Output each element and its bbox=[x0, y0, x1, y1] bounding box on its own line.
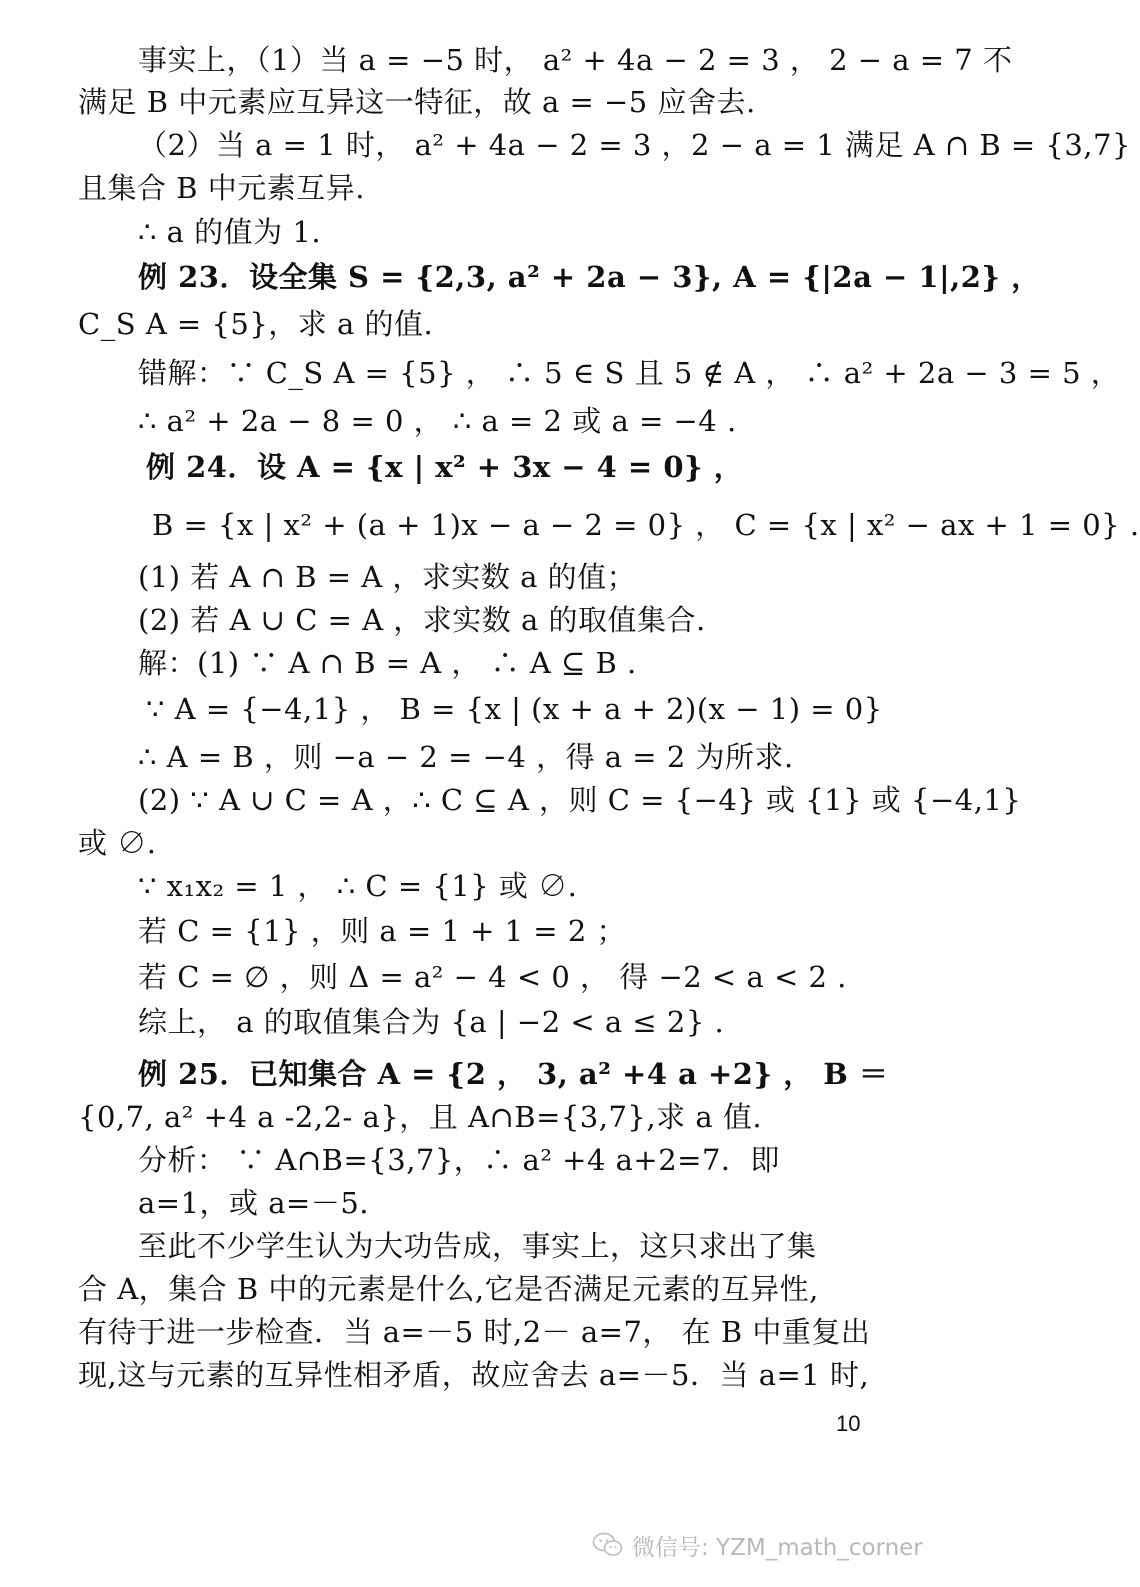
text-line: 解：(1) ∵ A ∩ B = A ， ∴ A ⊆ B . bbox=[138, 646, 637, 680]
text-line: 若 C = ∅ ，则 Δ = a² − 4 < 0 ， 得 −2 < a < 2 . bbox=[138, 960, 847, 994]
text-line: (1) 若 A ∩ B = A ，求实数 a 的值； bbox=[138, 560, 637, 594]
text-line: ∴ a 的值为 1. bbox=[138, 215, 322, 249]
text-line: ∵ x₁x₂ = 1 ， ∴ C = {1} 或 ∅. bbox=[138, 869, 578, 903]
text-line: ∴ A = B ，则 −a − 2 = −4 ，得 a = 2 为所求. bbox=[138, 740, 794, 774]
text-line: 或 ∅. bbox=[78, 826, 157, 860]
text-line: ∴ a² + 2a − 8 = 0 ， ∴ a = 2 或 a = −4 . bbox=[138, 404, 737, 438]
watermark-text: 微信号: YZM_math_corner bbox=[632, 1534, 923, 1561]
text-line: (2) 若 A ∪ C = A ，求实数 a 的取值集合. bbox=[138, 603, 706, 637]
page-number: 10 bbox=[836, 1411, 861, 1436]
text-line: 例 25．已知集合 A = {2 ， 3, a² +4 a +2} ， B ＝ bbox=[138, 1057, 889, 1091]
text-line: 错解：∵ C_S A = {5} ， ∴ 5 ∈ S 且 5 ∉ A ， ∴ a² + 2a − 3 = 5 ， bbox=[138, 356, 1121, 390]
text-line: 现,这与元素的互异性相矛盾，故应舍去 a=－5．当 a=1 时, bbox=[78, 1358, 870, 1392]
text-line: 满足 B 中元素应互异这一特征，故 a = −5 应舍去. bbox=[78, 85, 756, 119]
wechat-icon bbox=[592, 1531, 624, 1559]
text-line: B = {x | x² + (a + 1)x − a − 2 = 0} ， C = {x | x² − ax + 1 = 0} . bbox=[152, 508, 1140, 542]
text-line: 且集合 B 中元素互异. bbox=[78, 171, 365, 205]
text-line: ∵ A = {−4,1} ， B = {x | (x + a + 2)(x − 1) = 0} bbox=[146, 692, 883, 726]
text-line: 分析： ∵ A∩B={3,7}，∴ a² +4 a+2=7．即 bbox=[138, 1143, 780, 1177]
text-line: 合 A，集合 B 中的元素是什么,它是否满足元素的互异性, bbox=[78, 1272, 819, 1306]
text-line: {0,7, a² +4 a -2,2- a}，且 A∩B={3,7},求 a 值. bbox=[78, 1100, 763, 1134]
text-line: 至此不少学生认为大功告成，事实上，这只求出了集 bbox=[138, 1229, 817, 1263]
text-line: 例 24．设 A = {x | x² + 3x − 4 = 0} ， bbox=[146, 450, 744, 484]
text-line: （2）当 a = 1 时， a² + 4a − 2 = 3 ，2 − a = 1 满足 A ∩ B = {3,7} bbox=[138, 128, 1131, 162]
text-line: 有待于进一步检查．当 a=－5 时,2－ a=7， 在 B 中重复出 bbox=[78, 1315, 871, 1349]
text-line: a=1，或 a=－5. bbox=[138, 1186, 370, 1220]
text-line: C_S A = {5}，求 a 的值. bbox=[78, 307, 434, 341]
text-line: 事实上，（1）当 a = −5 时， a² + 4a − 2 = 3 ， 2 − a = 7 不 bbox=[138, 43, 1013, 77]
watermark bbox=[592, 1527, 923, 1563]
text-line: 例 23．设全集 S = {2,3, a² + 2a − 3}, A = {|2a − 1|,2} ， bbox=[138, 260, 1041, 294]
text-line: 综上， a 的取值集合为 {a | −2 < a ≤ 2} . bbox=[138, 1005, 725, 1039]
text-line: (2) ∵ A ∪ C = A ，∴ C ⊆ A ，则 C = {−4} 或 {1} 或 {−4,1} bbox=[138, 783, 1022, 817]
text-line: 若 C = {1} ，则 a = 1 + 1 = 2 ； bbox=[138, 914, 626, 948]
